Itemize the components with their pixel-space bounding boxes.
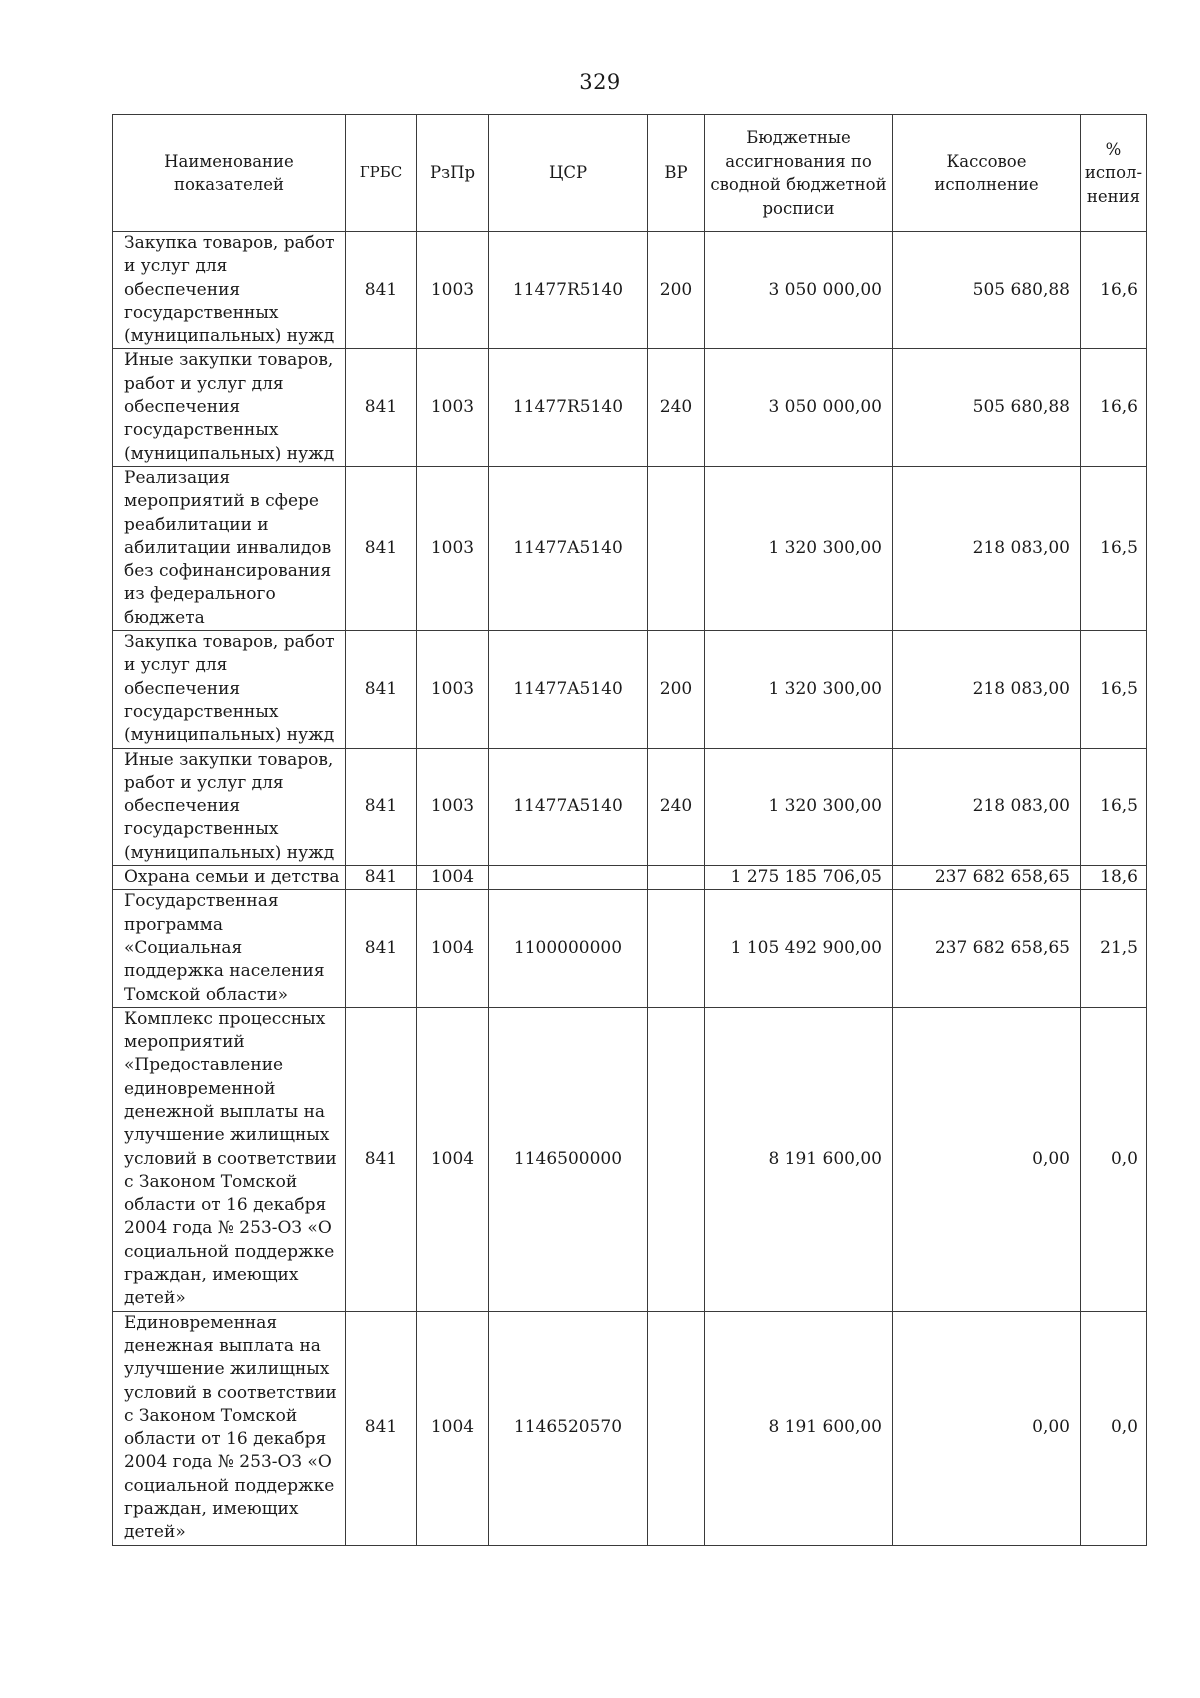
- row-grbs-cell: 841: [346, 466, 417, 630]
- row-cash-cell: 218 083,00: [893, 631, 1081, 748]
- row-grbs-cell: 841: [346, 349, 417, 466]
- page-number: 329: [579, 70, 621, 94]
- table-row: [113, 466, 1147, 630]
- table-row: [113, 1311, 1147, 1545]
- table-row: [113, 232, 1147, 349]
- budget-execution-table: [112, 114, 1147, 1546]
- row-vr-cell: 200: [648, 631, 705, 748]
- header-vr: ВР: [648, 115, 705, 232]
- table-row: [113, 866, 1147, 890]
- row-csr-cell: 11477A5140: [489, 631, 648, 748]
- row-vr-cell: [648, 1311, 705, 1545]
- row-vr-cell: 200: [648, 232, 705, 349]
- row-percent-cell: 18,6: [1081, 866, 1147, 890]
- row-cash-cell: 218 083,00: [893, 466, 1081, 630]
- row-percent-cell: 16,6: [1081, 232, 1147, 349]
- row-name-cell: Иные закупки товаров, работ и услуг для обеспечения государственных (муниципальных) нужд: [113, 349, 346, 466]
- header-name: Наименование показателей: [113, 115, 346, 232]
- row-assignments-cell: 1 320 300,00: [705, 466, 893, 630]
- row-assignments-cell: 1 275 185 706,05: [705, 866, 893, 890]
- row-grbs-cell: 841: [346, 1311, 417, 1545]
- row-grbs-cell: 841: [346, 1007, 417, 1311]
- row-grbs-cell: 841: [346, 232, 417, 349]
- row-assignments-cell: 3 050 000,00: [705, 349, 893, 466]
- row-csr-cell: 11477R5140: [489, 232, 648, 349]
- row-percent-cell: 0,0: [1081, 1007, 1147, 1311]
- row-csr-cell: 1146520570: [489, 1311, 648, 1545]
- row-assignments-cell: 1 320 300,00: [705, 748, 893, 865]
- table-row: [113, 631, 1147, 748]
- row-name-cell: Комплекс процессных мероприятий «Предоставление единовременной денежной выплаты на улучшение жилищных условий в соответствии с Законом Томской области от 16 декабря 2004 года № 253-ОЗ «О социальной поддержке граждан, имеющих детей»: [113, 1007, 346, 1311]
- row-cash-cell: 0,00: [893, 1007, 1081, 1311]
- row-percent-cell: 16,6: [1081, 349, 1147, 466]
- row-rzpr-cell: 1003: [417, 349, 489, 466]
- row-rzpr-cell: 1003: [417, 232, 489, 349]
- row-name-cell: Охрана семьи и детства: [113, 866, 346, 890]
- row-rzpr-cell: 1004: [417, 1311, 489, 1545]
- row-assignments-cell: 1 320 300,00: [705, 631, 893, 748]
- row-name-cell: Закупка товаров, работ и услуг для обеспечения государственных (муниципальных) нужд: [113, 631, 346, 748]
- row-csr-cell: 11477R5140: [489, 349, 648, 466]
- row-assignments-cell: 8 191 600,00: [705, 1007, 893, 1311]
- row-csr-cell: 1100000000: [489, 890, 648, 1007]
- header-cash-execution: Кассовое исполнение: [893, 115, 1081, 232]
- row-rzpr-cell: 1003: [417, 748, 489, 865]
- table-row: [113, 890, 1147, 1007]
- row-vr-cell: [648, 1007, 705, 1311]
- row-grbs-cell: 841: [346, 748, 417, 865]
- row-vr-cell: [648, 890, 705, 1007]
- table-row: [113, 748, 1147, 865]
- row-cash-cell: 237 682 658,65: [893, 890, 1081, 1007]
- header-rzpr: РзПр: [417, 115, 489, 232]
- row-percent-cell: 16,5: [1081, 748, 1147, 865]
- row-name-cell: Реализация мероприятий в сфере реабилитации и абилитации инвалидов без софинансирования из федерального бюджета: [113, 466, 346, 630]
- row-cash-cell: 237 682 658,65: [893, 866, 1081, 890]
- table-header-row: [113, 115, 1147, 232]
- row-grbs-cell: 841: [346, 890, 417, 1007]
- row-grbs-cell: 841: [346, 866, 417, 890]
- row-assignments-cell: 8 191 600,00: [705, 1311, 893, 1545]
- row-cash-cell: 218 083,00: [893, 748, 1081, 865]
- row-assignments-cell: 1 105 492 900,00: [705, 890, 893, 1007]
- row-name-cell: Единовременная денежная выплата на улучшение жилищных условий в соответствии с Законом Томской области от 16 декабря 2004 года № 253-ОЗ «О социальной поддержке граждан, имеющих детей»: [113, 1311, 346, 1545]
- row-percent-cell: 0,0: [1081, 1311, 1147, 1545]
- table-row: [113, 349, 1147, 466]
- row-cash-cell: 0,00: [893, 1311, 1081, 1545]
- table-row: [113, 1007, 1147, 1311]
- row-csr-cell: [489, 866, 648, 890]
- row-name-cell: Государственная программа «Социальная поддержка населения Томской области»: [113, 890, 346, 1007]
- row-rzpr-cell: 1003: [417, 631, 489, 748]
- table-body: [113, 232, 1147, 1546]
- header-csr: ЦСР: [489, 115, 648, 232]
- row-percent-cell: 16,5: [1081, 631, 1147, 748]
- row-name-cell: Иные закупки товаров, работ и услуг для обеспечения государственных (муниципальных) нужд: [113, 748, 346, 865]
- row-vr-cell: 240: [648, 349, 705, 466]
- row-csr-cell: 11477A5140: [489, 466, 648, 630]
- row-rzpr-cell: 1004: [417, 1007, 489, 1311]
- row-rzpr-cell: 1003: [417, 466, 489, 630]
- row-name-cell: Закупка товаров, работ и услуг для обеспечения государственных (муниципальных) нужд: [113, 232, 346, 349]
- row-vr-cell: [648, 466, 705, 630]
- row-csr-cell: 1146500000: [489, 1007, 648, 1311]
- row-vr-cell: 240: [648, 748, 705, 865]
- row-assignments-cell: 3 050 000,00: [705, 232, 893, 349]
- row-cash-cell: 505 680,88: [893, 232, 1081, 349]
- header-assignments: Бюджетные ассигнования по сводной бюджетной росписи: [705, 115, 893, 232]
- header-grbs: ГРБС: [346, 115, 417, 232]
- row-rzpr-cell: 1004: [417, 890, 489, 1007]
- row-rzpr-cell: 1004: [417, 866, 489, 890]
- row-csr-cell: 11477A5140: [489, 748, 648, 865]
- row-grbs-cell: 841: [346, 631, 417, 748]
- row-cash-cell: 505 680,88: [893, 349, 1081, 466]
- row-vr-cell: [648, 866, 705, 890]
- row-percent-cell: 21,5: [1081, 890, 1147, 1007]
- row-percent-cell: 16,5: [1081, 466, 1147, 630]
- header-percent: % испол-нения: [1081, 115, 1147, 232]
